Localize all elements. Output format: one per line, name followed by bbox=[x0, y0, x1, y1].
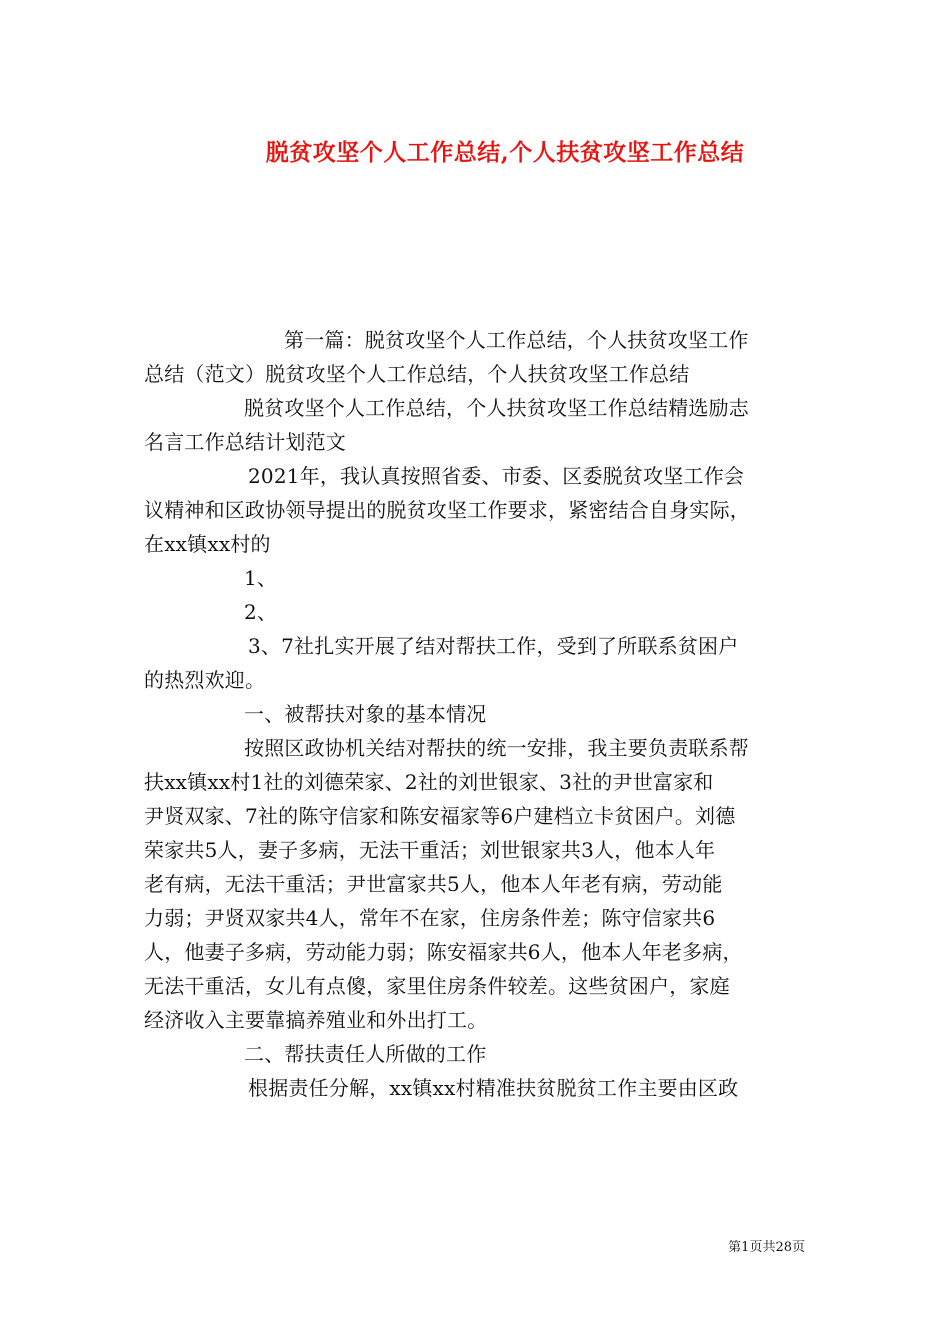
paragraph-line: 按照区政协机关结对帮扶的统一安排，我主要负责联系帮 bbox=[244, 736, 749, 760]
paragraph-line: 荣家共5人，妻子多病，无法干重活；刘世银家共3人，他本人年 bbox=[144, 838, 716, 862]
paragraph-line: 扶xx镇xx村1社的刘德荣家、2社的刘世银家、3社的尹世富家和 bbox=[144, 770, 714, 794]
paragraph-line: 无法干重活，女儿有点傻，家里住房条件较差。这些贫困户，家庭 bbox=[144, 974, 730, 998]
document-title: 脱贫攻坚个人工作总结,个人扶贫攻坚工作总结 bbox=[265, 139, 745, 166]
paragraph-line: 脱贫攻坚个人工作总结，个人扶贫攻坚工作总结精选励志 bbox=[244, 396, 749, 420]
paragraph-line: 根据责任分解，xx镇xx村精准扶贫脱贫工作主要由区政 bbox=[248, 1076, 739, 1100]
paragraph-line: 议精神和区政协领导提出的脱贫攻坚工作要求，紧密结合自身实际， bbox=[144, 498, 750, 522]
paragraph-line: 尹贤双家、7社的陈守信家和陈安福家等6户建档立卡贫困户。刘德 bbox=[144, 804, 736, 828]
paragraph-line: 老有病，无法干重活；尹世富家共5人，他本人年老有病，劳动能 bbox=[144, 872, 723, 896]
list-item-marker: 2、 bbox=[244, 600, 278, 624]
paragraph-line: 力弱；尹贤双家共4人，常年不在家，住房条件差；陈守信家共6 bbox=[144, 906, 716, 930]
paragraph-line: 经济收入主要靠搞养殖业和外出打工。 bbox=[144, 1008, 488, 1032]
paragraph-line: 的热烈欢迎。 bbox=[144, 668, 266, 692]
section-heading: 二、帮扶责任人所做的工作 bbox=[244, 1042, 487, 1066]
paragraph-line: 第一篇：脱贫攻坚个人工作总结，个人扶贫攻坚工作 bbox=[284, 328, 749, 352]
paragraph-line: 名言工作总结计划范文 bbox=[144, 430, 346, 454]
paragraph-line: 人，他妻子多病，劳动能力弱；陈安福家共6人，他本人年老多病， bbox=[144, 940, 743, 964]
list-item-marker: 1、 bbox=[244, 566, 278, 590]
paragraph-line: 在xx镇xx村的 bbox=[144, 532, 271, 556]
document-body bbox=[144, 323, 809, 1105]
page-number: 第1页共28页 bbox=[728, 1240, 805, 1255]
paragraph-line: 总结（范文）脱贫攻坚个人工作总结，个人扶贫攻坚工作总结 bbox=[144, 362, 690, 386]
paragraph-line: 3、7社扎实开展了结对帮扶工作，受到了所联系贫困户 bbox=[248, 634, 739, 658]
paragraph-line: 2021年，我认真按照省委、市委、区委脱贫攻坚工作会 bbox=[248, 464, 745, 488]
section-heading: 一、被帮扶对象的基本情况 bbox=[244, 702, 487, 726]
